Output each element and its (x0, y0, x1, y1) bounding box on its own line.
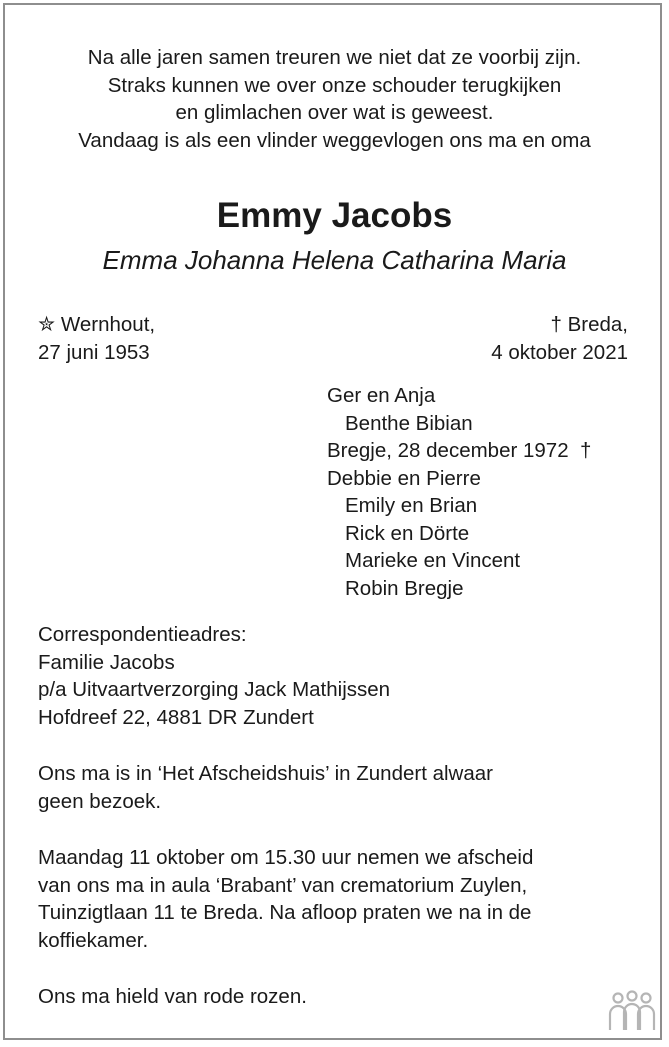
address-line: Familie Jacobs (38, 650, 175, 674)
star-icon: ✮ (38, 313, 56, 336)
address-line: Hofdreef 22, 4881 DR Zundert (38, 705, 314, 729)
address-line: p/a Uitvaartverzorging Jack Mathijssen (38, 678, 391, 701)
funeral-info (38, 844, 533, 954)
address-line: Correspondentieadres: (38, 623, 247, 646)
death-place: Breda, (567, 313, 628, 336)
birth-place: Wernhout, (60, 313, 156, 336)
death-info (491, 311, 628, 366)
deceased-full-name: Emma Johanna Helena Catharina Maria (102, 245, 567, 275)
family-member: Rick en Dörte (345, 521, 470, 545)
family-member: Marieke en Vincent (345, 549, 521, 572)
family-member: Emily en Brian (345, 494, 478, 517)
family-member: Robin Bregje (345, 576, 464, 600)
birth-date: 27 juni 1953 (38, 340, 150, 364)
visit-line: geen bezoek. (38, 789, 162, 813)
closing-line: Ons ma hield van rode rozen. (38, 985, 307, 1008)
funeral-line: van ons ma in aula ‘Brabant’ van crematorium Zuylen, (38, 873, 528, 897)
funeral-line: Tuinzigtlaan 11 te Breda. Na afloop praten we na in de (38, 901, 532, 924)
family-member: Ger en Anja (327, 384, 436, 407)
poem (0, 44, 669, 154)
funeral-line: koffiekamer. (38, 928, 149, 952)
visit-info (38, 760, 493, 815)
poem-line: Na alle jaren samen treuren we niet dat ze voorbij zijn. (87, 46, 582, 69)
people-group-icon (606, 990, 658, 1032)
poem-line: Vandaag is als een vlinder weggevlogen ons ma en oma (78, 128, 591, 152)
family-list (327, 382, 591, 602)
family-member: Debbie en Pierre (327, 466, 481, 490)
family-member: Benthe Bibian (345, 411, 473, 435)
death-date: 4 oktober 2021 (491, 340, 628, 364)
poem-line: en glimlachen over wat is geweest. (175, 101, 494, 124)
visit-line: Ons ma is in ‘Het Afscheidshuis’ in Zundert alwaar (38, 762, 493, 785)
poem-line: Straks kunnen we over onze schouder terugkijken (107, 73, 562, 97)
family-member: Bregje, 28 december 1972 † (327, 439, 592, 462)
cross-icon: † (550, 313, 562, 336)
deceased-name: Emmy Jacobs (216, 196, 453, 235)
birth-info (38, 311, 155, 366)
correspondence-address (38, 621, 390, 731)
funeral-line: Maandag 11 oktober om 15.30 uur nemen we afscheid (38, 846, 534, 869)
